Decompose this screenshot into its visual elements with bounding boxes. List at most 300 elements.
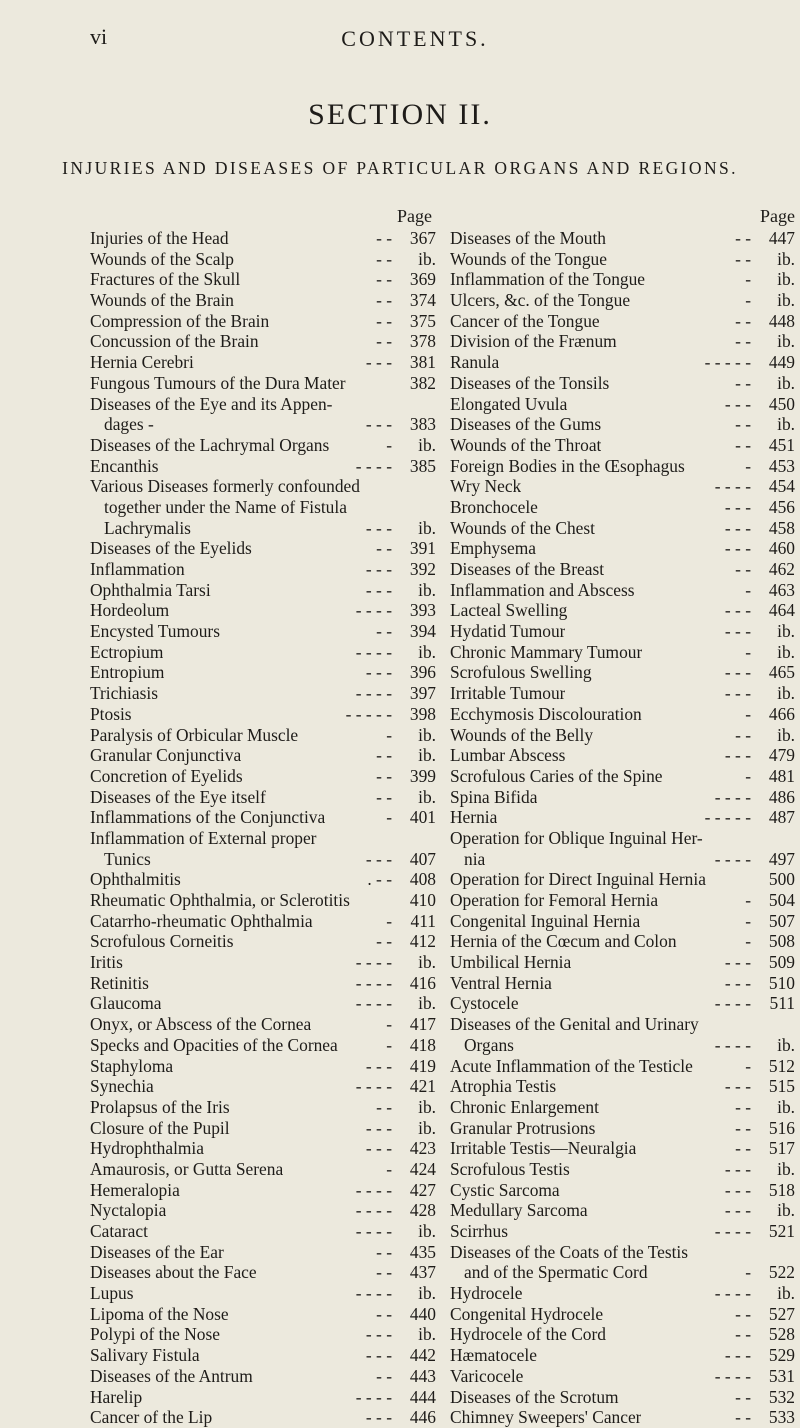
entry-title: Division of the Frænum	[450, 331, 617, 352]
entry-page-number: 435	[409, 1241, 436, 1262]
toc-entry	[90, 1242, 436, 1263]
toc-entry	[450, 1262, 795, 1283]
entry-page-number: ib.	[777, 1096, 795, 1117]
toc-entry	[450, 456, 795, 477]
entry-leader: -	[386, 807, 392, 828]
entry-page-number: ib.	[418, 517, 436, 538]
toc-entry	[450, 1159, 795, 1180]
entry-title: Fungous Tumours of the Dura Mater	[90, 372, 346, 393]
entry-leader: - - - -	[714, 1283, 751, 1304]
entry-page-number: 407	[409, 848, 436, 869]
toc-entry	[450, 1097, 795, 1118]
entry-page-number: 512	[768, 1055, 795, 1076]
entry-leader: -	[745, 1055, 751, 1076]
toc-entry	[90, 787, 436, 808]
entry-title: Chimney Sweepers' Cancer	[450, 1407, 642, 1428]
entry-title: Rheumatic Ophthalmia, or Sclerotitis	[90, 890, 350, 910]
entry-title: Emphysema	[450, 538, 536, 559]
entry-title: Diseases of the Scrotum	[450, 1386, 619, 1407]
entry-page-number: 378	[409, 331, 436, 352]
entry-leader: - - - -	[714, 848, 751, 869]
entry-leader: - -	[735, 331, 751, 352]
toc-entry	[90, 373, 436, 394]
entry-page-number: 464	[768, 600, 795, 621]
entry-leader: -	[386, 1014, 392, 1035]
entry-leader: - -	[376, 1365, 392, 1386]
entry-page-number: 456	[768, 496, 795, 517]
toc-entry	[450, 1014, 795, 1035]
entry-page-number: 450	[768, 393, 795, 414]
toc-entry	[90, 642, 436, 663]
entry-leader: - - - -	[355, 952, 392, 973]
entry-leader: - - - -	[355, 993, 392, 1014]
entry-page-number: 417	[409, 1014, 436, 1035]
entry-leader: -	[745, 641, 751, 662]
entry-page-number: 440	[409, 1303, 436, 1324]
toc-entry	[450, 952, 795, 973]
entry-page-number: 374	[409, 290, 436, 311]
entry-list-right	[450, 228, 795, 1428]
entry-title: Glaucoma	[90, 993, 162, 1014]
entry-title: Chronic Enlargement	[450, 1096, 599, 1117]
entry-title: Hæmatocele	[450, 1345, 537, 1366]
toc-entry	[450, 621, 795, 642]
entry-page-number: 521	[768, 1221, 795, 1241]
entry-title: Encysted Tumours	[90, 621, 220, 642]
toc-entry	[450, 311, 795, 332]
entry-title: Tunics	[104, 848, 151, 869]
entry-title: Ventral Hernia	[450, 972, 552, 993]
entry-title: Hydrocele of the Cord	[450, 1324, 606, 1345]
entry-title: Hordeolum	[90, 600, 170, 621]
entry-page-number: 463	[768, 579, 795, 600]
entry-title: Diseases of the Antrum	[90, 1365, 253, 1386]
toc-entry	[90, 1304, 436, 1325]
entry-page-number: ib.	[777, 1200, 795, 1221]
entry-title: Diseases of the Eye itself	[90, 786, 266, 807]
entry-title: together under the Name of Fistula	[104, 496, 347, 517]
entry-leader: - -	[376, 1241, 392, 1262]
entry-page-number: ib.	[777, 724, 795, 745]
toc-entry	[450, 1035, 795, 1056]
entry-leader: - -	[735, 1138, 751, 1159]
toc-entry	[450, 394, 795, 415]
entry-page-number: 375	[409, 310, 436, 331]
entry-title: Scrofulous Corneitis	[90, 931, 234, 952]
toc-entry	[450, 787, 795, 808]
entry-page-number: 448	[768, 310, 795, 331]
toc-entry	[90, 311, 436, 332]
entry-title: Iritis	[90, 952, 123, 973]
entry-leader: - - - -	[714, 1034, 751, 1055]
entry-title: Salivary Fistula	[90, 1345, 200, 1366]
entry-title: Ectropium	[90, 641, 164, 662]
entry-title: Wounds of the Brain	[90, 290, 234, 311]
entry-page-number: 466	[768, 703, 795, 724]
entry-page-number: 449	[768, 352, 795, 373]
toc-entry	[450, 476, 795, 497]
entry-page-number: 383	[409, 414, 436, 435]
entry-title: Ranula	[450, 352, 500, 373]
entry-page-number: 418	[409, 1034, 436, 1055]
column-heading-page: Page	[397, 206, 432, 226]
entry-page-number: ib.	[777, 269, 795, 290]
toc-entry	[450, 269, 795, 290]
entry-leader: - -	[735, 1407, 751, 1428]
entry-leader: -	[745, 269, 751, 290]
entry-title: Scrofulous Testis	[450, 1158, 570, 1179]
entry-leader: - - -	[365, 1138, 392, 1159]
entry-title: Paralysis of Orbicular Muscle	[90, 724, 299, 745]
toc-entry	[90, 1180, 436, 1201]
entry-leader: - - -	[724, 1179, 751, 1200]
entry-leader: - - -	[365, 1055, 392, 1076]
toc-entry	[90, 662, 436, 683]
toc-entry	[90, 725, 436, 746]
entry-leader: - -	[735, 1303, 751, 1324]
entry-leader: - - - - -	[345, 703, 392, 724]
entry-leader: - - - -	[714, 993, 751, 1014]
entry-title: Diseases of the Gums	[450, 414, 602, 435]
toc-entry	[90, 807, 436, 828]
entry-title: Hydrophthalmia	[90, 1138, 204, 1159]
entry-leader: - - -	[724, 683, 751, 704]
toc-entry	[90, 621, 436, 642]
entry-title: Ecchymosis Discolouration	[450, 703, 642, 724]
entry-leader: - - -	[724, 621, 751, 642]
toc-entry	[450, 1304, 795, 1325]
toc-entry	[90, 1366, 436, 1387]
entry-page-number: ib.	[777, 1158, 795, 1179]
entry-title: Closure of the Pupil	[90, 1117, 230, 1138]
entry-leader: -	[745, 1262, 751, 1283]
entry-leader: - - - -	[355, 1179, 392, 1200]
toc-entry	[90, 1076, 436, 1097]
entry-title: Operation for Femoral Hernia	[450, 890, 659, 910]
entry-page-number: 486	[768, 786, 795, 807]
toc-entry	[450, 435, 795, 456]
toc-entry	[90, 931, 436, 952]
entry-title: Synechia	[90, 1076, 154, 1097]
entry-leader: - - -	[724, 1345, 751, 1366]
entry-page-number: 446	[409, 1407, 436, 1428]
entry-leader: - - - -	[714, 1221, 751, 1241]
toc-entry	[90, 745, 436, 766]
toc-entry	[450, 538, 795, 559]
entry-leader: - - - -	[355, 1386, 392, 1407]
entry-title: Catarrho-rheumatic Ophthalmia	[90, 910, 313, 931]
toc-entry	[90, 394, 436, 415]
entry-title: Compression of the Brain	[90, 310, 270, 331]
entry-title: Hernia	[450, 807, 498, 828]
entry-title: Trichiasis	[90, 683, 158, 704]
entry-title: Cystic Sarcoma	[450, 1179, 560, 1200]
entry-title: Fractures of the Skull	[90, 269, 241, 290]
entry-leader: - - - - -	[704, 807, 751, 828]
toc-entry	[450, 931, 795, 952]
entry-title: Congenital Inguinal Hernia	[450, 910, 641, 931]
toc-entry	[90, 414, 436, 435]
toc-entry	[90, 828, 436, 849]
toc-entry	[90, 290, 436, 311]
entry-title: Operation for Oblique Inguinal Her-	[450, 827, 703, 848]
toc-entry	[450, 559, 795, 580]
entry-page-number: 465	[768, 662, 795, 683]
entry-title: Prolapsus of the Iris	[90, 1096, 230, 1117]
entry-title: Various Diseases formerly confounded	[90, 476, 360, 497]
entry-page-number: ib.	[418, 434, 436, 455]
entry-title: Cataract	[90, 1221, 148, 1241]
entry-leader: - - -	[724, 745, 751, 766]
entry-page-number: 518	[768, 1179, 795, 1200]
toc-entry	[450, 766, 795, 787]
entry-leader: - -	[735, 1117, 751, 1138]
entry-title: Ophthalmitis	[90, 869, 181, 890]
toc-entry	[90, 952, 436, 973]
entry-leader: - - - -	[714, 786, 751, 807]
entry-title: Diseases of the Coats of the Testis	[450, 1241, 689, 1262]
entry-leader: -	[745, 765, 751, 786]
entry-page-number: ib.	[418, 579, 436, 600]
entry-title: Foreign Bodies in the Œsophagus	[450, 455, 685, 476]
entry-leader: - - -	[724, 1200, 751, 1221]
toc-entry	[90, 1097, 436, 1118]
entry-page-number: ib.	[777, 290, 795, 311]
entry-page-number: 487	[768, 807, 795, 828]
entry-page-number: 453	[768, 455, 795, 476]
entry-leader: -	[745, 890, 751, 910]
toc-entry	[90, 352, 436, 373]
entry-leader: - -	[376, 290, 392, 311]
entry-title: Wounds of the Tongue	[450, 248, 607, 269]
entry-page-number: 381	[409, 352, 436, 373]
entry-page-number: 391	[409, 538, 436, 559]
entry-leader: - - -	[365, 1117, 392, 1138]
entry-page-number: 511	[769, 993, 795, 1014]
entry-leader: -	[745, 290, 751, 311]
toc-entry	[450, 373, 795, 394]
entry-title: nia	[464, 848, 486, 869]
entry-page-number: ib.	[418, 724, 436, 745]
entry-leader: -	[745, 579, 751, 600]
entry-page-number: ib.	[418, 993, 436, 1014]
entry-title: Harelip	[90, 1386, 143, 1407]
toc-entry	[450, 993, 795, 1014]
entry-page-number: 437	[409, 1262, 436, 1283]
entry-title: Diseases of the Eye and its Appen-	[90, 393, 333, 414]
entry-title: Diseases of the Ear	[90, 1241, 224, 1262]
toc-entry	[90, 1056, 436, 1077]
entry-leader: -	[386, 724, 392, 745]
entry-page-number: ib.	[418, 248, 436, 269]
entry-title: Inflammation	[90, 559, 185, 579]
toc-entry	[90, 1345, 436, 1366]
entry-page-number: 515	[768, 1076, 795, 1097]
entry-title: Chronic Mammary Tumour	[450, 641, 643, 662]
toc-entry	[450, 1056, 795, 1077]
entry-title: Cystocele	[450, 993, 519, 1014]
entry-page-number: 393	[409, 600, 436, 621]
entry-leader: - - -	[365, 579, 392, 600]
entry-leader: - - - -	[355, 600, 392, 621]
entry-leader: - -	[376, 765, 392, 786]
entry-page-number: 423	[409, 1138, 436, 1159]
entry-leader: - - -	[724, 496, 751, 517]
entry-leader: - - -	[365, 1324, 392, 1345]
entry-title: Scrofulous Caries of the Spine	[450, 765, 663, 786]
entry-title: Diseases of the Breast	[450, 559, 605, 579]
entry-title: Lupus	[90, 1283, 134, 1304]
entry-leader: - -	[376, 1262, 392, 1283]
entry-page-number: 528	[768, 1324, 795, 1345]
entry-page-number: ib.	[777, 414, 795, 435]
toc-entry	[90, 580, 436, 601]
entry-title: Inflammation of External proper	[90, 827, 317, 848]
entry-title: Irritable Testis—Neuralgia	[450, 1138, 637, 1159]
entry-leader: - - -	[724, 1158, 751, 1179]
entry-title: Spina Bifida	[450, 786, 538, 807]
contents-column-left	[90, 204, 436, 1428]
entry-title: Hernia Cerebri	[90, 352, 194, 373]
toc-entry	[90, 538, 436, 559]
entry-page-number: 531	[768, 1365, 795, 1386]
contents-column-right	[450, 204, 795, 1428]
toc-entry	[90, 497, 436, 518]
toc-entry	[450, 414, 795, 435]
toc-entry	[450, 497, 795, 518]
toc-entry	[90, 704, 436, 725]
entry-leader: - -	[376, 538, 392, 559]
entry-title: Diseases of the Genital and Urinary	[450, 1014, 699, 1035]
entry-title: Varicocele	[450, 1365, 524, 1386]
toc-entry	[90, 269, 436, 290]
entry-leader: - - -	[724, 393, 751, 414]
entry-page-number: 527	[768, 1303, 795, 1324]
entry-title: Elongated Uvula	[450, 393, 568, 414]
entry-title: Inflammation and Abscess	[450, 579, 635, 600]
entry-page-number: 367	[409, 228, 436, 248]
entry-page-number: 385	[409, 455, 436, 476]
toc-entry	[450, 1407, 795, 1428]
entry-page-number: 427	[409, 1179, 436, 1200]
entry-leader: - -	[735, 248, 751, 269]
entry-title: Inflammations of the Conjunctiva	[90, 807, 326, 828]
entry-title: Operation for Direct Inguinal Hernia	[450, 869, 706, 890]
toc-entry	[450, 1076, 795, 1097]
entry-leader: - - - -	[355, 683, 392, 704]
toc-entry	[90, 993, 436, 1014]
toc-entry	[90, 683, 436, 704]
entry-leader: - - -	[724, 972, 751, 993]
entry-leader: - -	[376, 228, 392, 248]
entry-title: Irritable Tumour	[450, 683, 566, 704]
entry-title: Granular Conjunctiva	[90, 745, 242, 766]
toc-entry	[450, 683, 795, 704]
entry-leader: - -	[735, 1096, 751, 1117]
entry-page-number: 460	[768, 538, 795, 559]
entry-page-number: 401	[409, 807, 436, 828]
entry-page-number: ib.	[777, 331, 795, 352]
entry-leader: - - - -	[355, 1283, 392, 1304]
entry-title: Bronchocele	[450, 496, 538, 517]
entry-page-number: 516	[768, 1117, 795, 1138]
entry-leader: - - -	[365, 1407, 392, 1428]
entry-title: Wounds of the Chest	[450, 517, 595, 538]
toc-entry	[450, 890, 795, 911]
toc-entry	[90, 1324, 436, 1345]
entry-page-number: 481	[768, 765, 795, 786]
toc-entry	[90, 890, 436, 911]
entry-title: Congenital Hydrocele	[450, 1303, 604, 1324]
entry-title: Diseases of the Mouth	[450, 228, 607, 248]
entry-leader: - -	[376, 1096, 392, 1117]
entry-title: Specks and Opacities of the Cornea	[90, 1034, 338, 1055]
entry-page-number: 428	[409, 1200, 436, 1221]
entry-title: Granular Protrusions	[450, 1117, 596, 1138]
toc-entry	[90, 1407, 436, 1428]
toc-entry	[450, 290, 795, 311]
entry-page-number: 458	[768, 517, 795, 538]
entry-page-number: ib.	[777, 641, 795, 662]
entry-title: Hydrocele	[450, 1283, 523, 1304]
entry-page-number: 382	[409, 372, 436, 393]
toc-entry	[90, 1221, 436, 1242]
entry-leader: - -	[376, 310, 392, 331]
entry-leader: - -	[735, 228, 751, 248]
toc-entry	[450, 1221, 795, 1242]
entry-title: and of the Spermatic Cord	[464, 1262, 648, 1283]
toc-entry	[90, 1014, 436, 1035]
entry-title: Retinitis	[90, 972, 149, 993]
toc-entry	[450, 1387, 795, 1408]
entry-list-left	[90, 228, 436, 1428]
entry-leader: - -	[376, 745, 392, 766]
toc-entry	[450, 1345, 795, 1366]
entry-page-number: 462	[768, 559, 795, 579]
entry-title: Hemeralopia	[90, 1179, 180, 1200]
entry-leader: - -	[735, 434, 751, 455]
entry-leader: - - -	[724, 1076, 751, 1097]
entry-page-number: ib.	[418, 745, 436, 766]
entry-page-number: ib.	[418, 641, 436, 662]
entry-leader: - -	[735, 1386, 751, 1407]
toc-entry	[450, 725, 795, 746]
entry-title: Ptosis	[90, 703, 132, 724]
toc-entry	[90, 476, 436, 497]
entry-title: Lumbar Abscess	[450, 745, 566, 766]
entry-title: Scirrhus	[450, 1221, 508, 1241]
entry-title: Cancer of the Lip	[90, 1407, 213, 1428]
entry-page-number: 451	[768, 434, 795, 455]
entry-leader: - - - -	[355, 1200, 392, 1221]
entry-leader: -	[386, 434, 392, 455]
entry-title: Hernia of the Cœcum and Colon	[450, 931, 677, 952]
toc-entry	[90, 1283, 436, 1304]
entry-leader: - -	[735, 372, 751, 393]
entry-title: Scrofulous Swelling	[450, 662, 592, 683]
toc-entry	[90, 249, 436, 270]
entry-page-number: 517	[768, 1138, 795, 1159]
entry-page-number: 504	[768, 890, 795, 910]
entry-page-number: 532	[768, 1386, 795, 1407]
entry-leader: -	[745, 910, 751, 931]
toc-entry	[90, 869, 436, 890]
entry-leader: - - -	[365, 848, 392, 869]
toc-entry	[90, 456, 436, 477]
toc-entry	[450, 704, 795, 725]
toc-entry	[450, 518, 795, 539]
entry-title: Medullary Sarcoma	[450, 1200, 588, 1221]
